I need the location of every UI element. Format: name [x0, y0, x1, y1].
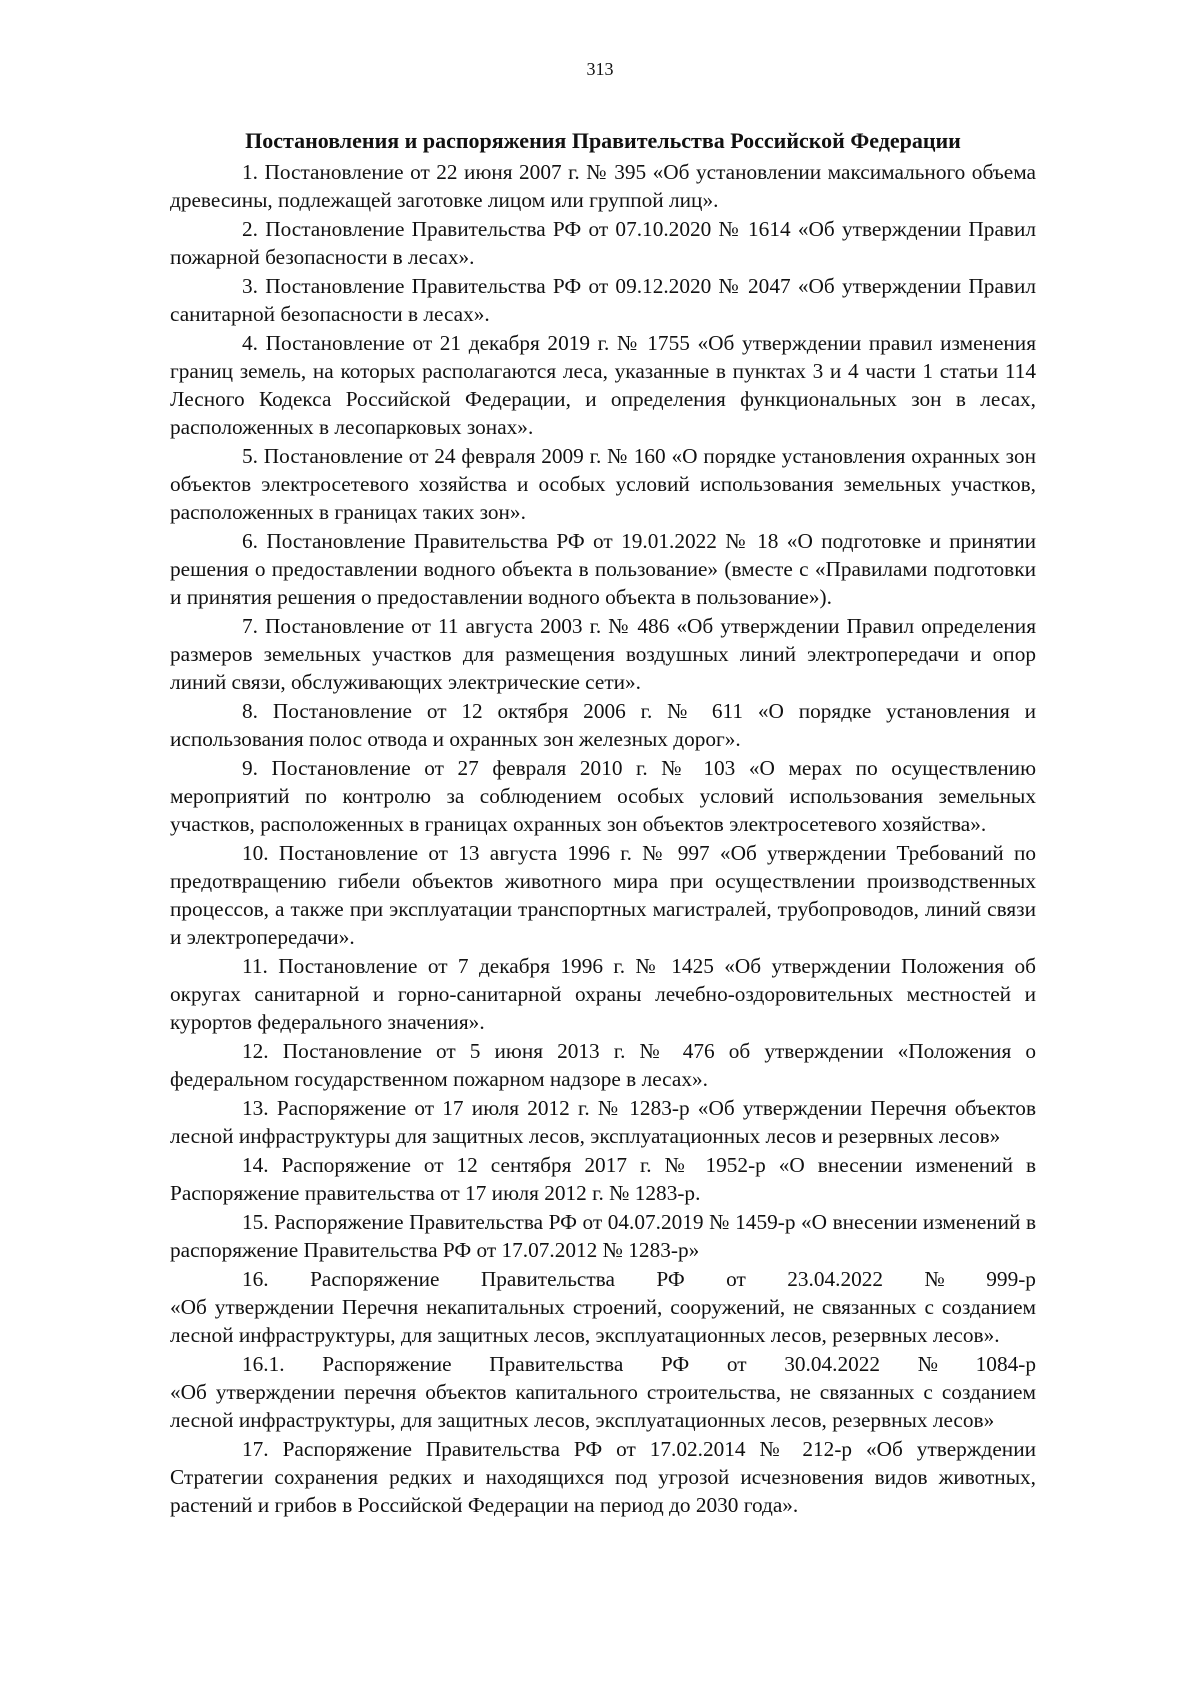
list-item-10: 10. Постановление от 13 августа 1996 г. № 997 «Об утверждении Требований по предотвращению гибели объектов животного мира при осуществлении производственных процессов, а также при эксплуатации транспортных магистралей, трубопроводов, линий связи и электропередачи». [170, 841, 1036, 949]
list-item-17: 17. Распоряжение Правительства РФ от 17.02.2014 № 212-р «Об утверждении Стратегии сохранения редких и находящихся под угрозой исчезновения видов животных, растений и грибов в Российской Федерации на период до 2030 года». [170, 1437, 1036, 1517]
item-16-part: № [924, 1267, 945, 1291]
list-item-16-1 [170, 1350, 1036, 1434]
list-item-16-body: «Об утверждении Перечня некапитальных строений, сооружений, не связанных с созданием лесной инфраструктуры, для защитных лесов, эксплуатационных лесов, резервных лесов». [170, 1295, 1036, 1347]
page-number: 313 [586, 59, 614, 79]
document-content [170, 126, 1036, 1520]
list-item-15: 15. Распоряжение Правительства РФ от 04.07.2019 № 1459-р «О внесении изменений в распоряжение Правительства РФ от 17.07.2012 № 1283-р» [170, 1210, 1036, 1262]
item-16-part: от [726, 1267, 746, 1291]
item-16-1-part: Правительства [489, 1352, 624, 1376]
item-16-1-part: РФ [660, 1352, 690, 1376]
section-title: Постановления и распоряжения Правительства Российской Федерации [245, 128, 961, 153]
item-16-1-part: 30.04.2022 [784, 1352, 881, 1376]
list-item-1: 1. Постановление от 22 июня 2007 г. № 395 «Об установлении максимального объема древесины, подлежащей заготовке лицом или группой лиц». [170, 160, 1036, 212]
list-item-16-1-heading [170, 1350, 1036, 1378]
list-item-12: 12. Постановление от 5 июня 2013 г. № 476 об утверждении «Положения о федеральном государственном пожарном надзоре в лесах». [170, 1039, 1036, 1091]
item-16-part: 999-р [986, 1267, 1036, 1291]
item-16-1-part: от [726, 1352, 747, 1376]
list-item-5: 5. Постановление от 24 февраля 2009 г. № 160 «О порядке установления охранных зон объектов электросетевого хозяйства и особых условий использования земельных участков, расположенных в границах таких зон». [170, 444, 1036, 524]
list-item-16-1-body: «Об утверждении перечня объектов капитального строительства, не связанных с созданием лесной инфраструктуры, для защитных лесов, эксплуатационных лесов, резервных лесов» [170, 1380, 1036, 1432]
list-item-9: 9. Постановление от 27 февраля 2010 г. № 103 «О мерах по осуществлению мероприятий по контролю за соблюдением особых условий использования земельных участков, расположенных в границах охранных зон объектов электросетевого хозяйства». [170, 756, 1036, 836]
list-item-14: 14. Распоряжение от 12 сентября 2017 г. № 1952-р «О внесении изменений в Распоряжение правительства от 17 июля 2012 г. № 1283-р. [170, 1153, 1036, 1205]
item-16-part: Правительства [480, 1267, 615, 1291]
list-item-4: 4. Постановление от 21 декабря 2019 г. № 1755 «Об утверждении правил изменения границ земель, на которых располагаются леса, указанные в пунктах 3 и 4 части 1 статьи 114 Лесного Кодекса Российской Федерации, и определения функциональных зон в лесах, расположенных в лесопарковых зонах». [170, 331, 1036, 439]
list-item-16-heading [170, 1265, 1036, 1293]
list-item-6: 6. Постановление Правительства РФ от 19.01.2022 № 18 «О подготовке и принятии решения о предоставлении водного объекта в пользование» (вместе с «Правилами подготовки и принятия решения о предоставлении водного объекта в пользование»). [170, 529, 1036, 609]
item-16-part: 16. [242, 1267, 269, 1291]
item-16-part: 23.04.2022 [787, 1267, 884, 1291]
item-16-1-part: Распоряжение [322, 1352, 452, 1376]
list-item-13: 13. Распоряжение от 17 июля 2012 г. № 1283-р «Об утверждении Перечня объектов лесной инфраструктуры для защитных лесов, эксплуатационных лесов и резервных лесов» [170, 1096, 1036, 1148]
list-item-11: 11. Постановление от 7 декабря 1996 г. № 1425 «Об утверждении Положения об округах санитарной и горно-санитарной охраны лечебно-оздоровительных местностей и курортов федерального значения». [170, 954, 1036, 1034]
list-item-7: 7. Постановление от 11 августа 2003 г. № 486 «Об утверждении Правил определения размеров земельных участков для размещения воздушных линий электропередачи и опор линий связи, обслуживающих электрические сети». [170, 614, 1036, 694]
list-item-16 [170, 1265, 1036, 1349]
item-16-1-part: № [917, 1352, 939, 1376]
list-item-3: 3. Постановление Правительства РФ от 09.12.2020 № 2047 «Об утверждении Правил санитарной безопасности в лесах». [170, 274, 1036, 326]
item-16-1-part: 1084-р [975, 1352, 1036, 1376]
list-item-8: 8. Постановление от 12 октября 2006 г. № 611 «О порядке установления и использования полос отвода и охранных зон железных дорог». [170, 699, 1036, 751]
list-item-2: 2. Постановление Правительства РФ от 07.10.2020 № 1614 «Об утверждении Правил пожарной безопасности в лесах». [170, 217, 1036, 269]
item-16-1-part: 16.1. [242, 1352, 285, 1376]
item-16-part: Распоряжение [310, 1267, 440, 1291]
item-16-part: РФ [656, 1267, 685, 1291]
